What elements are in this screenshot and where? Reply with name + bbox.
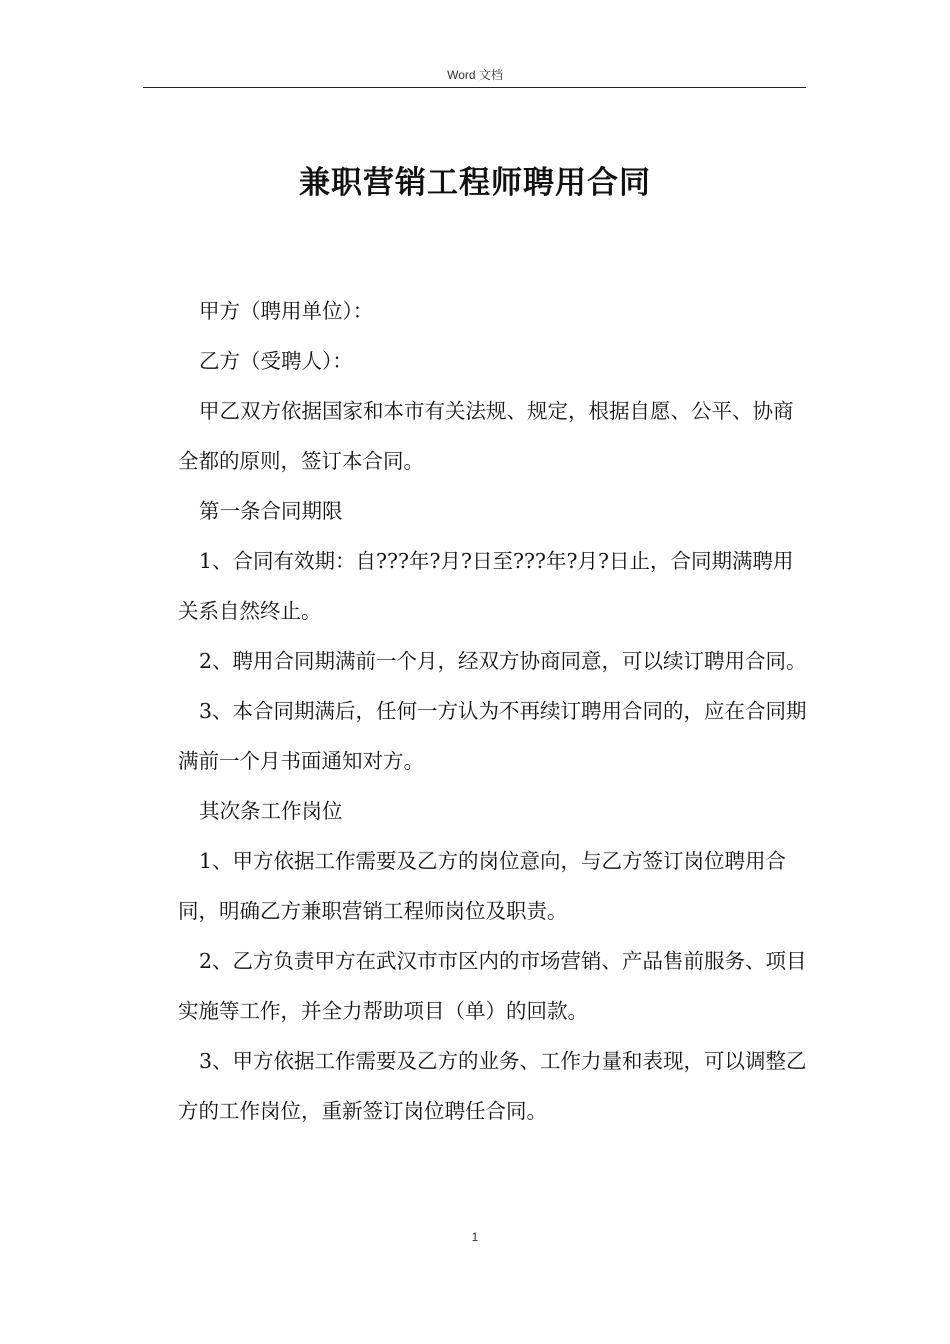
party-a-line: 甲方（聘用单位）： — [199, 299, 374, 323]
page-number: 1 — [471, 1230, 479, 1244]
article-1-clause-2: 2、聘用合同期满前一个月，经双方协商同意，可以续订聘用合同。 — [199, 649, 807, 673]
document-body — [178, 286, 810, 1136]
article-1-heading: 第一条合同期限 — [199, 499, 343, 523]
document-title: 兼职营销工程师聘用合同 — [299, 165, 651, 201]
article-1-clause-3: 3、本合同期满后，任何一方认为不再续订聘用合同的，应在合同期满前一个月书面通知对方。 — [178, 699, 807, 773]
article-2-clause-3: 3、甲方依据工作需要及乙方的业务、工作力量和表现，可以调整乙方的工作岗位，重新签订岗位聘任合同。 — [178, 1049, 807, 1123]
preamble-paragraph: 甲乙双方依据国家和本市有关法规、规定，根据自愿、公平、协商全都的原则，签订本合同。 — [178, 399, 794, 473]
article-1-clause-1: 1、合同有效期：自???年?月?日至???年?月?日止，合同期满聘用关系自然终止。 — [178, 549, 794, 623]
article-2-heading: 其次条工作岗位 — [199, 799, 343, 823]
article-2-clause-2: 2、乙方负责甲方在武汉市市区内的市场营销、产品售前服务、项目实施等工作，并全力帮助项目（单）的回款。 — [178, 949, 807, 1023]
party-b-line: 乙方（受聘人）： — [199, 349, 353, 373]
article-2-clause-1: 1、甲方依据工作需要及乙方的岗位意向，与乙方签订岗位聘用合同，明确乙方兼职营销工程师岗位及职责。 — [178, 849, 787, 923]
page-header: Word 文档 — [447, 68, 503, 82]
header-divider — [143, 87, 806, 88]
